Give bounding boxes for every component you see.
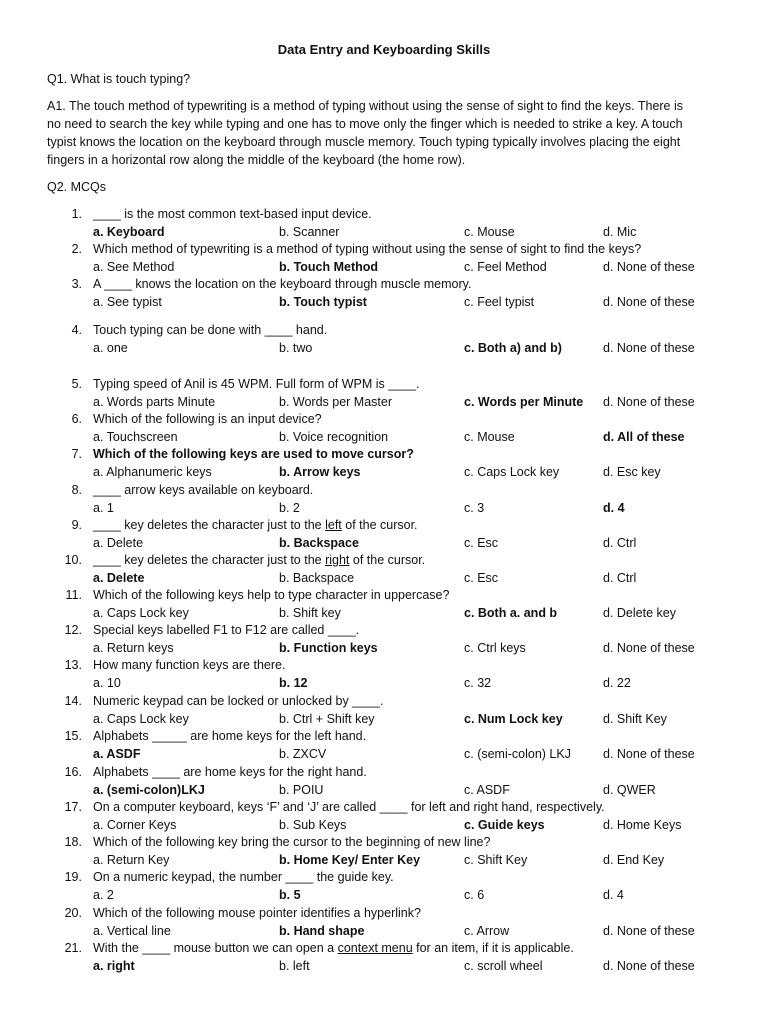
answer-option: a. ASDF <box>93 747 141 761</box>
answer-option: b. Backspace <box>279 571 355 585</box>
question-text-underlined: right <box>325 553 350 567</box>
question-text-part: ____ key deletes the character just to the <box>93 518 326 532</box>
answer-option: b. Touch typist <box>279 295 367 309</box>
answer-option: c. 32 <box>464 676 492 690</box>
question-text <box>93 482 313 498</box>
answer-option: d. None of these <box>603 341 695 355</box>
answer-option: a. Touchscreen <box>93 430 178 444</box>
question-text-part: of the cursor. <box>341 518 418 532</box>
question-text <box>93 940 574 956</box>
question-text-part: How many function keys are there. <box>93 658 286 672</box>
question-number: 4. <box>71 323 82 337</box>
document-title: Data Entry and Keyboarding Skills <box>277 42 491 57</box>
answer-option: d. 22 <box>603 676 631 690</box>
answer-option: b. Function keys <box>279 641 378 655</box>
answer-option: b. Shift key <box>279 606 341 620</box>
question-text <box>93 622 359 638</box>
question-text-part: ____ is the most common text-based input device. <box>93 207 372 221</box>
answer-1-line: fingers in a horizontal row along the middle of the keyboard (the home row). <box>47 153 466 167</box>
answer-option: a. 1 <box>93 501 114 515</box>
answer-1-paragraph <box>47 97 727 169</box>
answer-option: a. Caps Lock key <box>93 606 189 620</box>
answer-option: c. Guide keys <box>464 818 545 832</box>
answer-option: b. 12 <box>279 676 308 690</box>
question-text <box>93 693 383 709</box>
question-2-heading: Q2. MCQs <box>47 180 107 194</box>
answer-option: c. Mouse <box>464 430 515 444</box>
question-text <box>93 728 366 744</box>
answer-option: d. Shift Key <box>603 712 667 726</box>
question-text-underlined: context menu <box>337 941 413 955</box>
answer-option: b. Words per Master <box>279 395 393 409</box>
answer-option: c. Esc <box>464 536 499 550</box>
question-text <box>93 206 372 222</box>
question-text <box>93 322 327 338</box>
answer-option: c. scroll wheel <box>464 959 543 973</box>
question-text-part: Which method of typewriting is a method of typing without using the sense of sight to find the keys? <box>93 242 642 256</box>
answer-option: a. See Method <box>93 260 175 274</box>
answer-option: b. Ctrl + Shift key <box>279 712 375 726</box>
question-text <box>93 799 605 815</box>
answer-option: d. QWER <box>603 783 656 797</box>
question-text-part: Which of the following key bring the cursor to the beginning of new line? <box>93 835 491 849</box>
question-text-part: A ____ knows the location on the keyboard through muscle memory. <box>93 277 472 291</box>
question-text-part: Numeric keypad can be locked or unlocked by ____. <box>93 694 384 708</box>
answer-option: a. 10 <box>93 676 121 690</box>
question-number: 18. <box>64 835 82 849</box>
answer-option: a. Delete <box>93 536 144 550</box>
answer-option: c. Arrow <box>464 924 510 938</box>
question-text-part: Which of the following keys are used to move cursor? <box>93 447 414 461</box>
question-text-part: With the ____ mouse button we can open a <box>93 941 338 955</box>
answer-option: a. Delete <box>93 571 145 585</box>
question-number: 19. <box>64 870 82 884</box>
answer-option: d. None of these <box>603 747 695 761</box>
answer-option: a. 2 <box>93 888 114 902</box>
question-number: 17. <box>64 800 82 814</box>
answer-option: d. Mic <box>603 225 637 239</box>
question-text <box>93 764 367 780</box>
question-number: 10. <box>64 553 82 567</box>
answer-option: a. Return Key <box>93 853 170 867</box>
question-number: 8. <box>71 483 82 497</box>
answer-option: d. Ctrl <box>603 536 637 550</box>
answer-option: c. 6 <box>464 888 485 902</box>
question-text-part: On a numeric keypad, the number ____ the guide key. <box>93 870 394 884</box>
question-text-part: for an item, if it is applicable. <box>412 941 574 955</box>
answer-option: c. Ctrl keys <box>464 641 526 655</box>
question-text <box>93 587 449 603</box>
question-text-part: Touch typing can be done with ____ hand. <box>93 323 328 337</box>
answer-option: b. 5 <box>279 888 301 902</box>
answer-option: b. ZXCV <box>279 747 327 761</box>
answer-option: d. Esc key <box>603 465 661 479</box>
answer-option: a. Return keys <box>93 641 174 655</box>
answer-option: b. Hand shape <box>279 924 365 938</box>
answer-option: d. None of these <box>603 959 695 973</box>
answer-option: a. Keyboard <box>93 225 165 239</box>
question-text-part: of the cursor. <box>349 553 426 567</box>
question-text <box>93 411 322 427</box>
answer-option: b. Sub Keys <box>279 818 347 832</box>
question-text-part: Special keys labelled F1 to F12 are called ____. <box>93 623 360 637</box>
answer-option: a. Vertical line <box>93 924 171 938</box>
question-number: 11. <box>65 588 82 602</box>
answer-option: d. None of these <box>603 641 695 655</box>
answer-option: b. left <box>279 959 310 973</box>
answer-option: c. Mouse <box>464 225 515 239</box>
question-text-underlined: left <box>325 518 342 532</box>
question-text-part: Alphabets ____ are home keys for the right hand. <box>93 765 367 779</box>
answer-option: d. 4 <box>603 501 625 515</box>
question-number: 21. <box>64 941 82 955</box>
answer-option: c. Num Lock key <box>464 712 563 726</box>
answer-option: a. (semi-colon)LKJ <box>93 783 205 797</box>
answer-option: d. All of these <box>603 430 685 444</box>
answer-option: c. 3 <box>464 501 485 515</box>
answer-option: d. Delete key <box>603 606 676 620</box>
question-number: 14. <box>64 694 82 708</box>
answer-option: d. End Key <box>603 853 665 867</box>
question-text-part: Typing speed of Anil is 45 WPM. Full form of WPM is ____. <box>93 377 420 391</box>
answer-option: d. Home Keys <box>603 818 682 832</box>
question-text <box>93 517 418 533</box>
question-1: Q1. What is touch typing? <box>47 72 191 86</box>
question-text-part: ____ arrow keys available on keyboard. <box>93 483 314 497</box>
question-text-part: Which of the following mouse pointer identifies a hyperlink? <box>93 906 421 920</box>
question-number: 3. <box>71 277 82 291</box>
question-text <box>93 552 425 568</box>
answer-option: c. Esc <box>464 571 499 585</box>
answer-option: c. Caps Lock key <box>464 465 560 479</box>
answer-option: a. right <box>93 959 135 973</box>
question-text-part: On a computer keyboard, keys ‘F’ and ‘J’ are called ____ for left and right hand, respectively. <box>93 800 605 814</box>
question-number: 20. <box>64 906 82 920</box>
answer-option: a. one <box>93 341 128 355</box>
question-text-part: Which of the following is an input device? <box>93 412 322 426</box>
question-text-part: Which of the following keys help to type character in uppercase? <box>93 588 450 602</box>
answer-1-line: typist knows the location on the keyboard through muscle memory. Touch typing typically involves placing the eight <box>47 135 681 149</box>
answer-1-line: A1. The touch method of typewriting is a method of typing without using the sense of sight to find the keys. There is <box>47 99 684 113</box>
answer-option: a. See typist <box>93 295 162 309</box>
question-number: 16. <box>64 765 82 779</box>
answer-option: d. Ctrl <box>603 571 637 585</box>
question-number: 1. <box>71 207 82 221</box>
answer-option: c. ASDF <box>464 783 510 797</box>
question-number: 6. <box>71 412 82 426</box>
answer-option: d. 4 <box>603 888 624 902</box>
answer-option: d. None of these <box>603 924 695 938</box>
answer-option: b. Scanner <box>279 225 340 239</box>
answer-option: b. Arrow keys <box>279 465 361 479</box>
answer-option: c. Feel Method <box>464 260 547 274</box>
answer-option: c. Words per Minute <box>464 395 584 409</box>
answer-option: b. Touch Method <box>279 260 379 274</box>
answer-option: b. Voice recognition <box>279 430 389 444</box>
question-number: 13. <box>64 658 82 672</box>
answer-option: a. Words parts Minute <box>93 395 216 409</box>
question-text <box>93 657 285 673</box>
answer-option: a. Alphanumeric keys <box>93 465 212 479</box>
question-text <box>93 869 394 885</box>
question-number: 2. <box>71 242 82 256</box>
question-number: 15. <box>64 729 82 743</box>
question-number: 12. <box>64 623 82 637</box>
question-text <box>93 241 641 257</box>
answer-option: c. Both a. and b <box>464 606 558 620</box>
answer-option: d. None of these <box>603 395 695 409</box>
answer-1-line: no need to search the key while typing and one has to move only the finger which is needed to strike a key. A touch <box>47 117 683 131</box>
question-text-part: ____ key deletes the character just to the <box>93 553 326 567</box>
answer-option: a. Corner Keys <box>93 818 177 832</box>
answer-option: a. Caps Lock key <box>93 712 189 726</box>
answer-option: b. two <box>279 341 313 355</box>
question-text <box>93 905 421 921</box>
answer-option: d. None of these <box>603 295 695 309</box>
question-number: 9. <box>71 518 82 532</box>
question-text-part: Alphabets _____ are home keys for the left hand. <box>93 729 367 743</box>
question-text <box>93 834 490 850</box>
question-text <box>93 376 420 392</box>
answer-option: b. POIU <box>279 783 324 797</box>
question-number: 5. <box>71 377 82 391</box>
answer-option: c. (semi-colon) LKJ <box>464 747 571 761</box>
answer-option: c. Feel typist <box>464 295 535 309</box>
question-number: 7. <box>71 447 82 461</box>
question-text <box>93 446 414 462</box>
question-text <box>93 276 471 292</box>
answer-option: c. Both a) and b) <box>464 341 562 355</box>
answer-option: d. None of these <box>603 260 695 274</box>
answer-option: b. Home Key/ Enter Key <box>279 853 421 867</box>
answer-option: c. Shift Key <box>464 853 528 867</box>
answer-option: b. 2 <box>279 501 300 515</box>
answer-option: b. Backspace <box>279 536 359 550</box>
